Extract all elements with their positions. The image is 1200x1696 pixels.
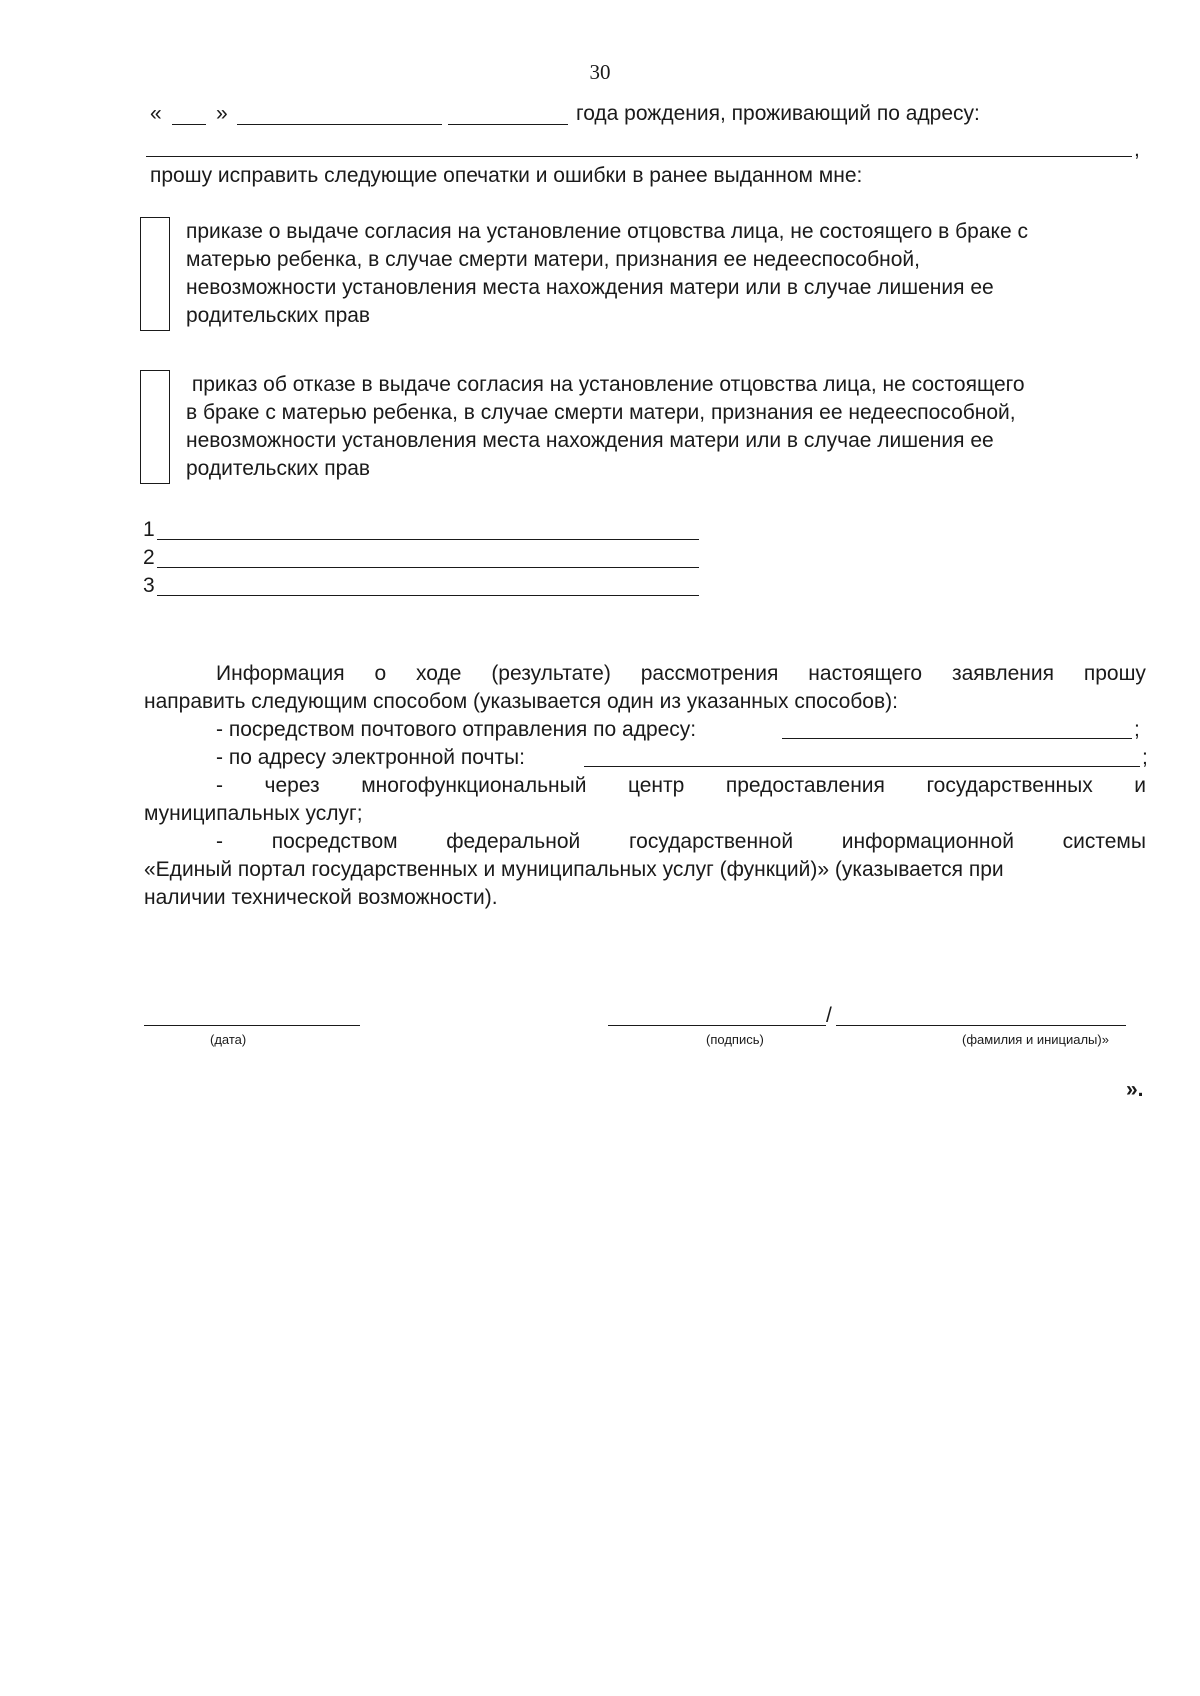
info-word: заявления bbox=[951, 662, 1054, 685]
mfc-word: - bbox=[216, 774, 223, 797]
page-number: 30 bbox=[589, 60, 611, 84]
email-address-blank[interactable] bbox=[584, 766, 1140, 767]
mail-method-text: - посредством почтового отправления по адресу: bbox=[216, 718, 697, 741]
sign-signature-line[interactable] bbox=[608, 1025, 826, 1026]
portal-word: посредством bbox=[271, 830, 398, 853]
info-word: Информация bbox=[216, 662, 345, 685]
option-1-line-4: родительских прав bbox=[186, 304, 371, 327]
date-quote-open: « bbox=[150, 102, 162, 125]
mfc-line-2: муниципальных услуг; bbox=[144, 802, 363, 825]
day-blank-line[interactable] bbox=[172, 124, 206, 125]
date-label: (дата) bbox=[210, 1032, 247, 1047]
closing-mark: ». bbox=[1126, 1078, 1144, 1101]
sign-label: (подпись) bbox=[706, 1032, 764, 1047]
numbered-line-3-label: 3 bbox=[143, 574, 155, 597]
month-blank-line[interactable] bbox=[237, 124, 442, 125]
info-line-1 bbox=[144, 660, 1146, 688]
portal-line-1 bbox=[144, 828, 1146, 856]
mfc-word: через bbox=[264, 774, 320, 797]
mfc-word: многофункциональный bbox=[361, 774, 587, 797]
info-word: ходе bbox=[416, 662, 462, 685]
signature-slash: / bbox=[826, 1004, 832, 1027]
option-1-line-1: приказе о выдаче согласия на установление отцовства лица, не состоящего в браке с bbox=[186, 220, 1028, 243]
option-1-line-3: невозможности установления места нахождения матери или в случае лишения ее bbox=[186, 276, 994, 299]
mfc-line-1 bbox=[144, 772, 1146, 800]
year-blank-line[interactable] bbox=[448, 124, 568, 125]
info-word: о bbox=[374, 662, 387, 685]
mail-method-row bbox=[144, 716, 1146, 744]
mfc-word: государственных bbox=[926, 774, 1093, 797]
mail-method-end: ; bbox=[1134, 718, 1140, 741]
portal-word: государственной bbox=[628, 830, 794, 853]
numbered-line-1[interactable] bbox=[157, 539, 699, 540]
option-1-checkbox[interactable] bbox=[140, 217, 170, 331]
info-word: (результате) bbox=[491, 662, 611, 685]
option-2-checkbox[interactable] bbox=[140, 370, 170, 484]
mfc-word: центр bbox=[627, 774, 685, 797]
numbered-line-1-label: 1 bbox=[143, 518, 155, 541]
mail-address-blank[interactable] bbox=[782, 738, 1132, 739]
option-2-line-4: родительских прав bbox=[186, 457, 371, 480]
portal-word: федеральной bbox=[446, 830, 581, 853]
numbered-line-2-label: 2 bbox=[143, 546, 155, 569]
numbered-line-3[interactable] bbox=[157, 595, 699, 596]
option-1-text bbox=[186, 218, 1186, 330]
birth-address-text: года рождения, проживающий по адресу: bbox=[576, 102, 980, 125]
option-2-text bbox=[186, 371, 1186, 483]
portal-line-3: наличии технической возможности). bbox=[144, 886, 498, 909]
info-word: прошу bbox=[1083, 662, 1146, 685]
mfc-word: и bbox=[1134, 774, 1146, 797]
info-word: рассмотрения bbox=[640, 662, 779, 685]
option-2-line-1: приказ об отказе в выдаче согласия на установление отцовства лица, не состоящего bbox=[186, 373, 1025, 396]
email-method-row bbox=[144, 744, 1146, 772]
address-blank-line[interactable] bbox=[146, 156, 1132, 157]
portal-line-2: «Единый портал государственных и муниципальных услуг (функций)» (указывается при bbox=[144, 858, 1004, 881]
info-line-2: направить следующим способом (указывается один из указанных способов): bbox=[144, 690, 898, 713]
mfc-word: предоставления bbox=[725, 774, 885, 797]
portal-word: системы bbox=[1062, 830, 1146, 853]
name-label: (фамилия и инициалы)» bbox=[962, 1032, 1109, 1047]
date-quote-close: » bbox=[216, 102, 228, 125]
option-2-line-3: невозможности установления места нахождения матери или в случае лишения ее bbox=[186, 429, 994, 452]
portal-word: - bbox=[216, 830, 223, 853]
request-text: прошу исправить следующие опечатки и ошибки в ранее выданном мне: bbox=[150, 164, 863, 187]
address-line-comma: , bbox=[1134, 138, 1140, 161]
email-method-end: ; bbox=[1142, 746, 1148, 769]
name-signature-line[interactable] bbox=[836, 1025, 1126, 1026]
portal-word: информационной bbox=[841, 830, 1014, 853]
numbered-line-2[interactable] bbox=[157, 567, 699, 568]
info-word: настоящего bbox=[808, 662, 923, 685]
email-method-text: - по адресу электронной почты: bbox=[216, 746, 525, 769]
option-1-line-2: матерью ребенка, в случае смерти матери, признания ее недееспособной, bbox=[186, 248, 920, 271]
option-2-line-2: в браке с матерью ребенка, в случае смерти матери, признания ее недееспособной, bbox=[186, 401, 1016, 424]
info-section bbox=[144, 660, 1146, 912]
date-signature-line[interactable] bbox=[144, 1025, 360, 1026]
